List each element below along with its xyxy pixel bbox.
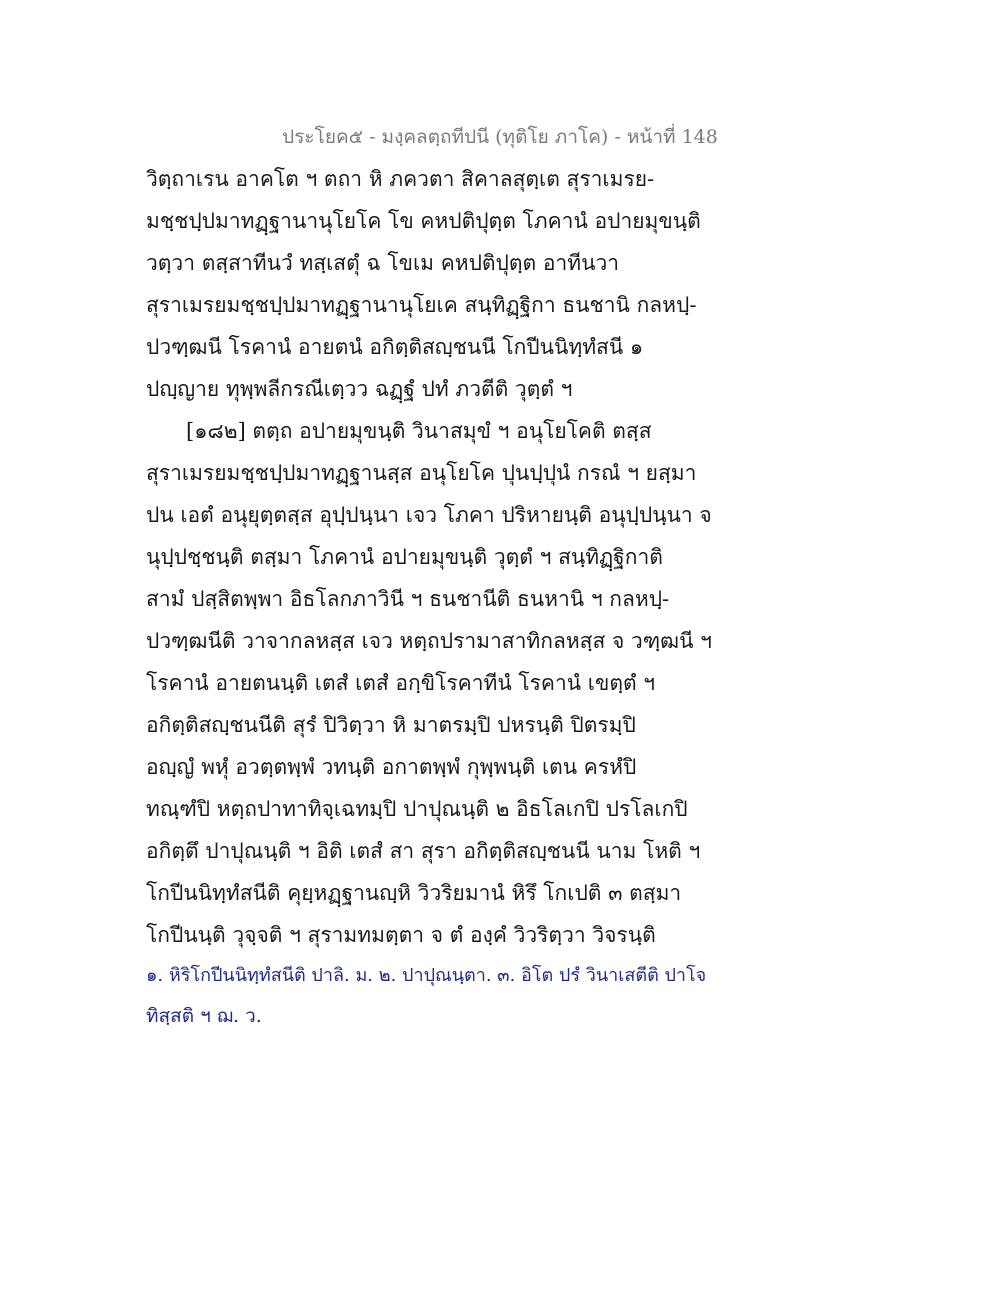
- header-title: ประโยค๕ - มงฺคลตฺถทีปนี (ทุติโย ภาโค) - หน้าที่ 148: [282, 126, 718, 148]
- text-line: ปวฑฺฒนีติ วาจากลหสฺส เจว หตฺถปรามาสาทิกลหสฺส จ วฑฺฒนี ฯ: [146, 629, 712, 653]
- text-line: วิตฺถาเรน อาคโต ฯ ตถา หิ ภควตา สิคาลสุตฺเต สุราเมรย-: [146, 167, 655, 191]
- body-text: [146, 158, 712, 956]
- footnotes: [146, 956, 707, 1036]
- text-line: ทณฺฑํปิ หตฺถปาทาทิจฺเฉทมฺปิ ปาปุณนฺติ ๒ อิธโลเกปิ ปรโลเกปิ: [146, 797, 688, 821]
- text-line: ปน เอตํ อนุยุตฺตสฺส อุปฺปนฺนา เจว โภคา ปริหายนฺติ อนุปฺปนฺนา จ: [146, 503, 712, 527]
- text-line: อกิตฺติสญฺชนนีติ สุรํ ปิวิตฺวา หิ มาตรมฺปิ ปหรนฺติ ปิตรมฺปิ: [146, 713, 636, 737]
- text-line: สุราเมรยมชฺชปฺปมาทฏฺฐานสฺส อนุโยโค ปุนปฺปุนํ กรณํ ฯ ยสฺมา: [146, 461, 697, 485]
- text-line: อกิตฺตึ ปาปุณนฺติ ฯ อิติ เตสํ สา สุรา อกิตฺติสญฺชนนี นาม โหติ ฯ: [146, 839, 701, 863]
- text-line: อญฺญํ พหุํ อวตฺตพฺพํ วทนฺติ อกาตพฺพํ กุพฺพนฺติ เตน ครหํปิ: [146, 755, 637, 779]
- text-line: สามํ ปสฺสิตพฺพา อิธโลกภาวินี ฯ ธนชานีติ ธนหานิ ฯ กลหปฺ-: [146, 587, 670, 611]
- text-line: สุราเมรยมชฺชปฺปมาทฏฺฐานานุโยเค สนฺทิฏฺฐิกา ธนชานิ กลหปฺ-: [146, 293, 697, 317]
- text-line: วตฺวา ตสฺสาทีนวํ ทสฺเสตุํ ฉ โขเม คหปติปุตฺต อาทีนวา: [146, 251, 620, 275]
- page-header: [0, 122, 1000, 152]
- paragraph-start-line: [๑๘๒] ตตฺถ อปายมุขนฺติ วินาสมุขํ ฯ อนุโยโคติ ตสฺส: [186, 419, 652, 443]
- text-line: โกปีนนฺติ วุจฺจติ ฯ สุรามทมตฺตา จ ตํ องฺคํ วิวริตฺวา วิจรนฺติ: [146, 923, 656, 947]
- text-line: โรคานํ อายตนนฺติ เตสํ เตสํ อกฺขิโรคาทีนํ โรคานํ เขตฺตํ ฯ: [146, 671, 656, 695]
- text-line: ปวฑฺฒนี โรคานํ อายตนํ อกิตฺติสญฺชนนี โกปีนนิทฺทํสนี ๑: [146, 335, 644, 359]
- text-line: ปญฺญาย ทุพฺพลีกรณีเตฺวว ฉฏฺฐํ ปทํ ภวตีติ วุตฺตํ ฯ: [146, 377, 573, 401]
- text-line: มชฺชปฺปมาทฏฺฐานานุโยโค โข คหปติปุตฺต โภคานํ อปายมุขนฺติ: [146, 209, 701, 233]
- footnote-line: ทิสฺสติ ฯ ฌ. ว.: [146, 1005, 262, 1027]
- text-line: นุปฺปชฺชนฺติ ตสฺมา โภคานํ อปายมุขนฺติ วุตฺตํ ฯ สนฺทิฏฺฐิกาติ: [146, 545, 663, 569]
- text-line: โกปีนนิทฺทํสนีติ คุยฺหฏฺฐานญฺหิ วิวริยมานํ หิรึ โกเปติ ๓ ตสฺมา: [146, 881, 682, 905]
- footnote-line: ๑. หิริโกปีนนิทฺทํสนีติ ปาลิ. ม. ๒. ปาปุณนฺตา. ๓. อิโต ปรํ วินาเสตีติ ปาโจ: [146, 965, 707, 986]
